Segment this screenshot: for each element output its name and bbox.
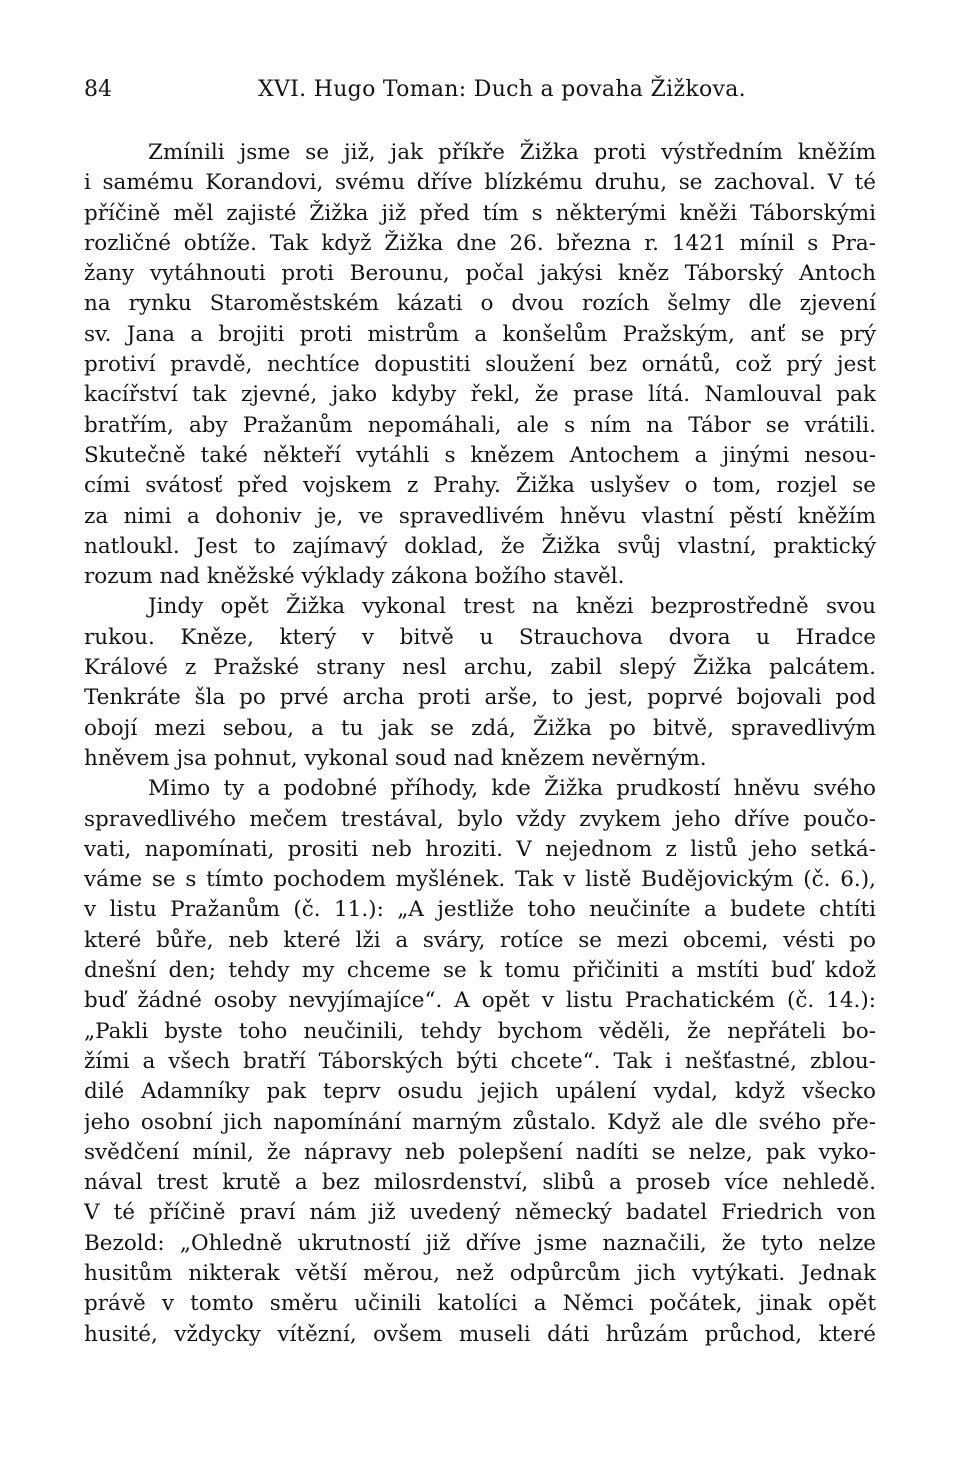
text-line: Jindy opět Žižka vykonal trest na knězi bezprostředně svou bbox=[148, 594, 876, 620]
text-line: obojí mezi sebou, a tu jak se zdá, Žižka po bitvě, spravedlivým bbox=[84, 715, 876, 741]
text-line: „Pakli byste toho neučinili, tehdy bychom věděli, že nepřáteli bo- bbox=[84, 1018, 876, 1044]
text-line: i samému Korandovi, svému dříve blízkému druhu, se zachoval. V té bbox=[84, 170, 876, 196]
text-line: hněvem jsa pohnut, vykonal soud nad knězem nevěrným. bbox=[84, 745, 707, 771]
text-line: husitům nikterak větší měrou, než odpůrcům jich vytýkati. Jednak bbox=[84, 1260, 876, 1286]
text-line: svědčení mínil, že nápravy neb polepšení nadíti se nelze, pak vyko- bbox=[84, 1139, 876, 1165]
text-line: příčině měl zajisté Žižka již před tím s některými kněži Táborskými bbox=[84, 200, 876, 226]
text-line: spravedlivého mečem trestával, bylo vždy zvykem jeho dříve poučo- bbox=[84, 806, 876, 832]
text-line: Bezold: „Ohledně ukrutností již dříve jsme naznačili, že tyto nelze bbox=[84, 1230, 876, 1256]
text-line: dnešní den; tehdy my chceme se k tomu přičiniti a mstíti buď kdož bbox=[84, 958, 876, 984]
text-line: na rynku Staroměstském kázati o dvou rozích šelmy dle zjevení bbox=[84, 291, 876, 317]
paragraph bbox=[84, 774, 876, 1350]
text-line: za nimi a dohoniv je, ve spravedlivém hněvu vlastní pěstí kněžím bbox=[84, 503, 876, 529]
text-line: jeho osobní jich napomínání marným zůstalo. Když ale dle svého pře- bbox=[84, 1109, 876, 1135]
text-line: Mimo ty a podobné příhody, kde Žižka prudkostí hněvu svého bbox=[148, 776, 876, 802]
text-line: Tenkráte šla po prvé archa proti arše, to jest, poprvé bojovali pod bbox=[84, 685, 876, 711]
text-line: žany vytáhnouti proti Berounu, počal jakýsi kněz Táborský Antoch bbox=[84, 261, 876, 287]
text-line: protiví pravdě, nechtíce dopustiti sloužení bez ornátů, což prý jest bbox=[84, 352, 876, 378]
text-line: vati, napomínati, prositi neb hroziti. V nejednom z listů jeho setká- bbox=[84, 836, 876, 862]
text-line: žími a všech bratří Táborských býti chcete“. Tak i nešťastné, zblou- bbox=[84, 1048, 876, 1074]
text-line: Zmínili jsme se již, jak příkře Žižka proti výstředním kněžím bbox=[148, 140, 876, 165]
text-line: husité, vždycky vítězní, ovšem museli dáti hrůzám průchod, které bbox=[84, 1321, 876, 1347]
text-line: natloukl. Jest to zajímavý doklad, že Žižka svůj vlastní, praktický bbox=[84, 533, 876, 559]
text-line: váme se s tímto pochodem myšlének. Tak v listě Budějovickým (č. 6.), bbox=[84, 867, 876, 893]
text-line: rozličné obtíže. Tak když Žižka dne 26. března r. 1421 mínil s Pra- bbox=[84, 230, 876, 256]
text-line: v listu Pražanům (č. 11.): „A jestliže toho neučiníte a budete chtíti bbox=[84, 897, 876, 923]
text-line: cími svátosť před vojskem z Prahy. Žižka uslyšev o tom, rozjel se bbox=[84, 473, 876, 499]
text-line: dilé Adamníky pak teprv osudu jejich upálení vydal, když všecko bbox=[84, 1079, 876, 1105]
page-header bbox=[84, 72, 876, 108]
book-page bbox=[84, 72, 876, 1350]
text-line: právě v tomto směru učinili katolíci a Němci počátek, jinak opět bbox=[84, 1291, 876, 1317]
text-line: Skutečně také někteří vytáhli s knězem Antochem a jinými nesou- bbox=[84, 442, 876, 468]
text-line: bratřím, aby Pražanům nepomáhali, ale s ním na Tábor se vrátili. bbox=[84, 412, 876, 438]
page-number: 84 bbox=[84, 77, 112, 102]
text-line: které bůře, neb které lži a sváry, rotíce se mezi obcemi, vésti po bbox=[84, 927, 876, 953]
text-line: kacířství tak zjevné, jako kdyby řekl, že prase lítá. Namlouval pak bbox=[84, 382, 876, 408]
text-line: V té příčině praví nám již uvedený německý badatel Friedrich von bbox=[84, 1200, 876, 1226]
running-head: XVI. Hugo Toman: Duch a povaha Žižkova. bbox=[258, 77, 746, 102]
text-line: rukou. Kněze, který v bitvě u Strauchova dvora u Hradce bbox=[84, 624, 876, 650]
text-line: buď žádné osoby nevyjímajíce“. A opět v listu Prachatickém (č. 14.): bbox=[84, 988, 876, 1014]
text-line: nával trest krutě a bez milosrdenství, slibů a proseb více nehledě. bbox=[84, 1170, 876, 1196]
body-text bbox=[84, 138, 876, 1350]
paragraph bbox=[84, 138, 876, 592]
text-line: sv. Jana a brojiti proti mistrům a konšelům Pražským, anť se prý bbox=[84, 321, 876, 347]
text-line: Králové z Pražské strany nesl archu, zabil slepý Žižka palcátem. bbox=[84, 655, 876, 681]
paragraph bbox=[84, 592, 876, 774]
text-line: rozum nad kněžské výklady zákona božího stavěl. bbox=[84, 564, 625, 590]
